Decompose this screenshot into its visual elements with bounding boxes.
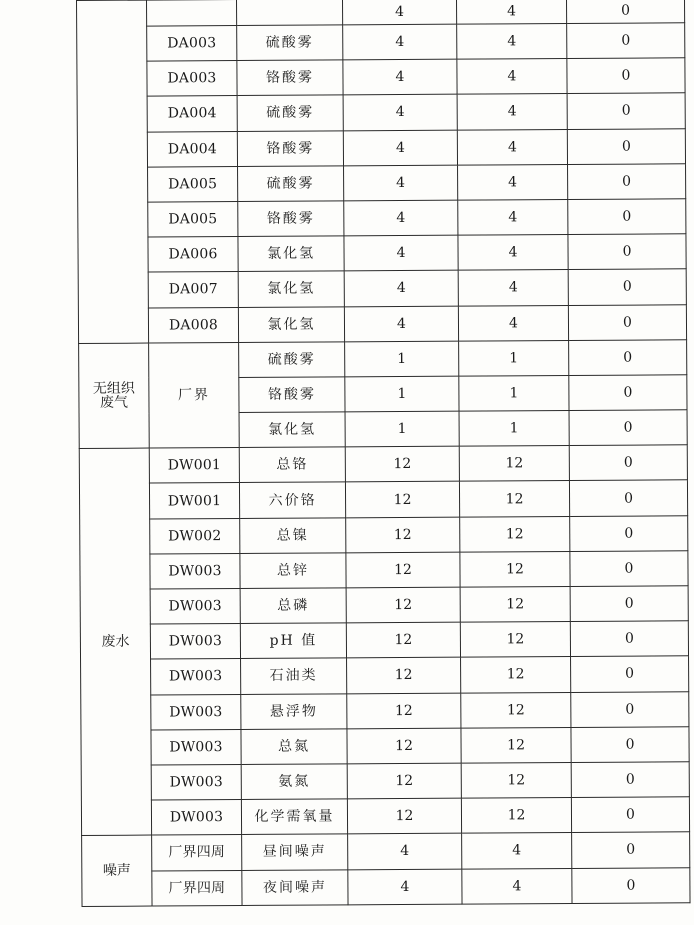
exceed-cell: 0: [568, 164, 686, 200]
category-cell: 废水: [79, 448, 151, 835]
table-row: [80, 621, 688, 660]
exceed-cell: 0: [572, 867, 690, 903]
item-cell: 硫酸雾: [237, 95, 343, 131]
freq-b-cell: 1: [459, 411, 569, 447]
freq-b-cell: 4: [458, 164, 568, 200]
point-cell: DW003: [151, 764, 241, 800]
table-row: [78, 199, 686, 238]
table-row: [80, 551, 688, 590]
point-cell: DW003: [150, 624, 240, 660]
freq-a-cell: 12: [347, 728, 461, 764]
table-row: [81, 727, 689, 766]
point-cell: [147, 0, 237, 26]
item-cell: 总磷: [240, 588, 346, 624]
point-cell: DW003: [150, 589, 240, 625]
table-row: [79, 480, 687, 519]
freq-b-cell: 4: [457, 94, 567, 130]
freq-b-cell: 12: [460, 551, 570, 587]
item-cell: 氯化氢: [238, 236, 344, 272]
freq-b-cell: 4: [458, 199, 568, 235]
table-row: [77, 93, 685, 132]
table-row: [82, 867, 690, 906]
point-cell: DW003: [151, 694, 241, 730]
table-row: [78, 164, 686, 203]
point-cell: DA003: [147, 26, 237, 62]
freq-a-cell: 12: [346, 517, 460, 553]
table-row: [81, 797, 689, 836]
table-row: [82, 832, 690, 871]
item-cell: pH 值: [240, 623, 346, 659]
freq-a-cell: 4: [343, 95, 457, 131]
exceed-cell: 0: [570, 586, 688, 622]
freq-a-cell: 12: [347, 658, 461, 694]
point-cell: DW001: [149, 483, 239, 519]
point-cell: DW003: [150, 553, 240, 589]
freq-b-cell: 12: [461, 657, 571, 693]
category-cell: [79, 343, 150, 449]
monitoring-table: [76, 0, 691, 907]
exceed-cell: 0: [569, 445, 687, 481]
table-row: [77, 58, 685, 97]
freq-a-cell: 4: [344, 200, 458, 236]
freq-a-cell: 1: [345, 411, 459, 447]
freq-a-cell: 4: [343, 59, 457, 95]
item-cell: 总氮: [241, 729, 347, 765]
freq-b-cell: 12: [460, 516, 570, 552]
point-cell: DW003: [151, 659, 241, 695]
table-row: [77, 23, 685, 62]
freq-b-cell: 4: [462, 868, 572, 904]
item-cell: 总铬: [239, 447, 345, 483]
freq-b-cell: 1: [459, 375, 569, 411]
exceed-cell: 0: [568, 269, 686, 305]
freq-b-cell: 12: [461, 798, 571, 834]
freq-a-cell: 4: [343, 24, 457, 60]
exceed-cell: 0: [570, 551, 688, 587]
freq-b-cell: 4: [456, 0, 566, 24]
freq-a-cell: 12: [347, 798, 461, 834]
freq-a-cell: 12: [345, 482, 459, 518]
exceed-cell: 0: [569, 410, 687, 446]
exceed-cell: 0: [571, 691, 689, 727]
exceed-cell: 0: [570, 621, 688, 657]
table-row: [78, 234, 686, 273]
point-cell: DW002: [150, 518, 240, 554]
exceed-cell: 0: [567, 128, 685, 164]
exceed-cell: 0: [567, 58, 685, 94]
freq-a-cell: 12: [346, 552, 460, 588]
freq-b-cell: 4: [457, 24, 567, 60]
item-cell: 氯化氢: [238, 306, 344, 342]
freq-a-cell: 12: [345, 446, 459, 482]
point-cell: DA006: [148, 237, 238, 273]
freq-a-cell: 1: [345, 376, 459, 412]
point-cell: DA007: [148, 272, 238, 308]
freq-b-cell: 12: [461, 692, 571, 728]
table-row: [80, 515, 688, 554]
freq-b-cell: 12: [460, 622, 570, 658]
item-cell: 硫酸雾: [238, 166, 344, 202]
table-row: [79, 445, 687, 484]
exceed-cell: 0: [572, 832, 690, 868]
table-row: [79, 339, 687, 378]
item-cell: 氨氮: [241, 764, 347, 800]
item-cell: 铬酸雾: [237, 130, 343, 166]
point-cell: DA005: [148, 166, 238, 202]
item-cell: 铬酸雾: [239, 377, 345, 413]
freq-b-cell: 4: [462, 833, 572, 869]
exceed-cell: 0: [567, 93, 685, 129]
freq-a-cell: 4: [344, 235, 458, 271]
exceed-cell: 0: [571, 727, 689, 763]
item-cell: 铬酸雾: [237, 60, 343, 96]
freq-a-cell: 4: [344, 270, 458, 306]
point-cell: DA003: [147, 61, 237, 97]
freq-b-cell: 12: [461, 727, 571, 763]
exceed-cell: 0: [566, 0, 684, 24]
point-cell: 厂界: [149, 342, 240, 448]
freq-a-cell: 4: [344, 306, 458, 342]
item-cell: 夜间噪声: [242, 869, 348, 905]
item-cell: 氯化氢: [238, 271, 344, 307]
item-cell: 总锌: [240, 553, 346, 589]
point-cell: DA005: [148, 201, 238, 237]
freq-a-cell: 4: [343, 130, 457, 166]
freq-b-cell: 12: [461, 762, 571, 798]
point-cell: DA004: [147, 96, 237, 132]
freq-a-cell: 12: [347, 693, 461, 729]
category-cell-organized-gas: [77, 0, 149, 343]
freq-b-cell: 12: [459, 481, 569, 517]
table-row: [81, 656, 689, 695]
item-cell: 石油类: [241, 658, 347, 694]
exceed-cell: 0: [571, 762, 689, 798]
exceed-cell: 0: [569, 375, 687, 411]
freq-a-cell: 4: [348, 833, 462, 869]
category-label-line1: 无组织: [92, 380, 135, 397]
point-cell: DW001: [149, 448, 239, 484]
freq-b-cell: 12: [460, 586, 570, 622]
item-cell: 六价铬: [239, 482, 345, 518]
point-cell: DA008: [148, 307, 238, 343]
category-cell: 噪声: [82, 835, 152, 906]
freq-b-cell: 4: [458, 235, 568, 271]
freq-a-cell: 12: [346, 587, 460, 623]
exceed-cell: 0: [568, 234, 686, 270]
exceed-cell: 0: [571, 656, 689, 692]
item-cell: [237, 0, 343, 26]
freq-b-cell: 1: [459, 340, 569, 376]
exceed-cell: 0: [568, 199, 686, 235]
item-cell: 硫酸雾: [237, 25, 343, 61]
freq-a-cell: 12: [347, 763, 461, 799]
exceed-cell: 0: [570, 515, 688, 551]
freq-a-cell: 4: [344, 165, 458, 201]
point-cell: DW003: [151, 729, 241, 765]
item-cell: 硫酸雾: [239, 342, 345, 378]
freq-a-cell: 4: [342, 0, 456, 25]
item-cell: 铬酸雾: [238, 201, 344, 237]
table-row: [81, 762, 689, 801]
exceed-cell: 0: [571, 797, 689, 833]
exceed-cell: 0: [569, 480, 687, 516]
exceed-cell: 0: [569, 339, 687, 375]
freq-a-cell: 12: [346, 622, 460, 658]
point-cell: DW003: [151, 800, 241, 836]
point-cell: DA004: [147, 131, 237, 167]
exceed-cell: 0: [567, 23, 685, 59]
category-label-line2: 废气: [99, 394, 129, 411]
item-cell: 化学需氧量: [241, 799, 347, 835]
freq-b-cell: 4: [457, 129, 567, 165]
table-row: [78, 269, 686, 308]
item-cell: 悬浮物: [241, 693, 347, 729]
freq-b-cell: 4: [458, 270, 568, 306]
table-row: [78, 304, 686, 343]
table-row: [81, 691, 689, 730]
table-body: [77, 0, 691, 906]
freq-a-cell: 1: [345, 341, 459, 377]
table-row: [80, 586, 688, 625]
item-cell: 氯化氢: [239, 412, 345, 448]
exceed-cell: 0: [568, 304, 686, 340]
freq-b-cell: 4: [458, 305, 568, 341]
item-cell: 昼间噪声: [242, 834, 348, 870]
freq-b-cell: 4: [457, 59, 567, 95]
point-cell: 厂界四周: [152, 835, 242, 871]
item-cell: 总镍: [240, 517, 346, 553]
point-cell: 厂界四周: [152, 870, 242, 906]
freq-a-cell: 4: [348, 869, 462, 905]
table-row: [77, 128, 685, 167]
freq-b-cell: 12: [459, 446, 569, 482]
